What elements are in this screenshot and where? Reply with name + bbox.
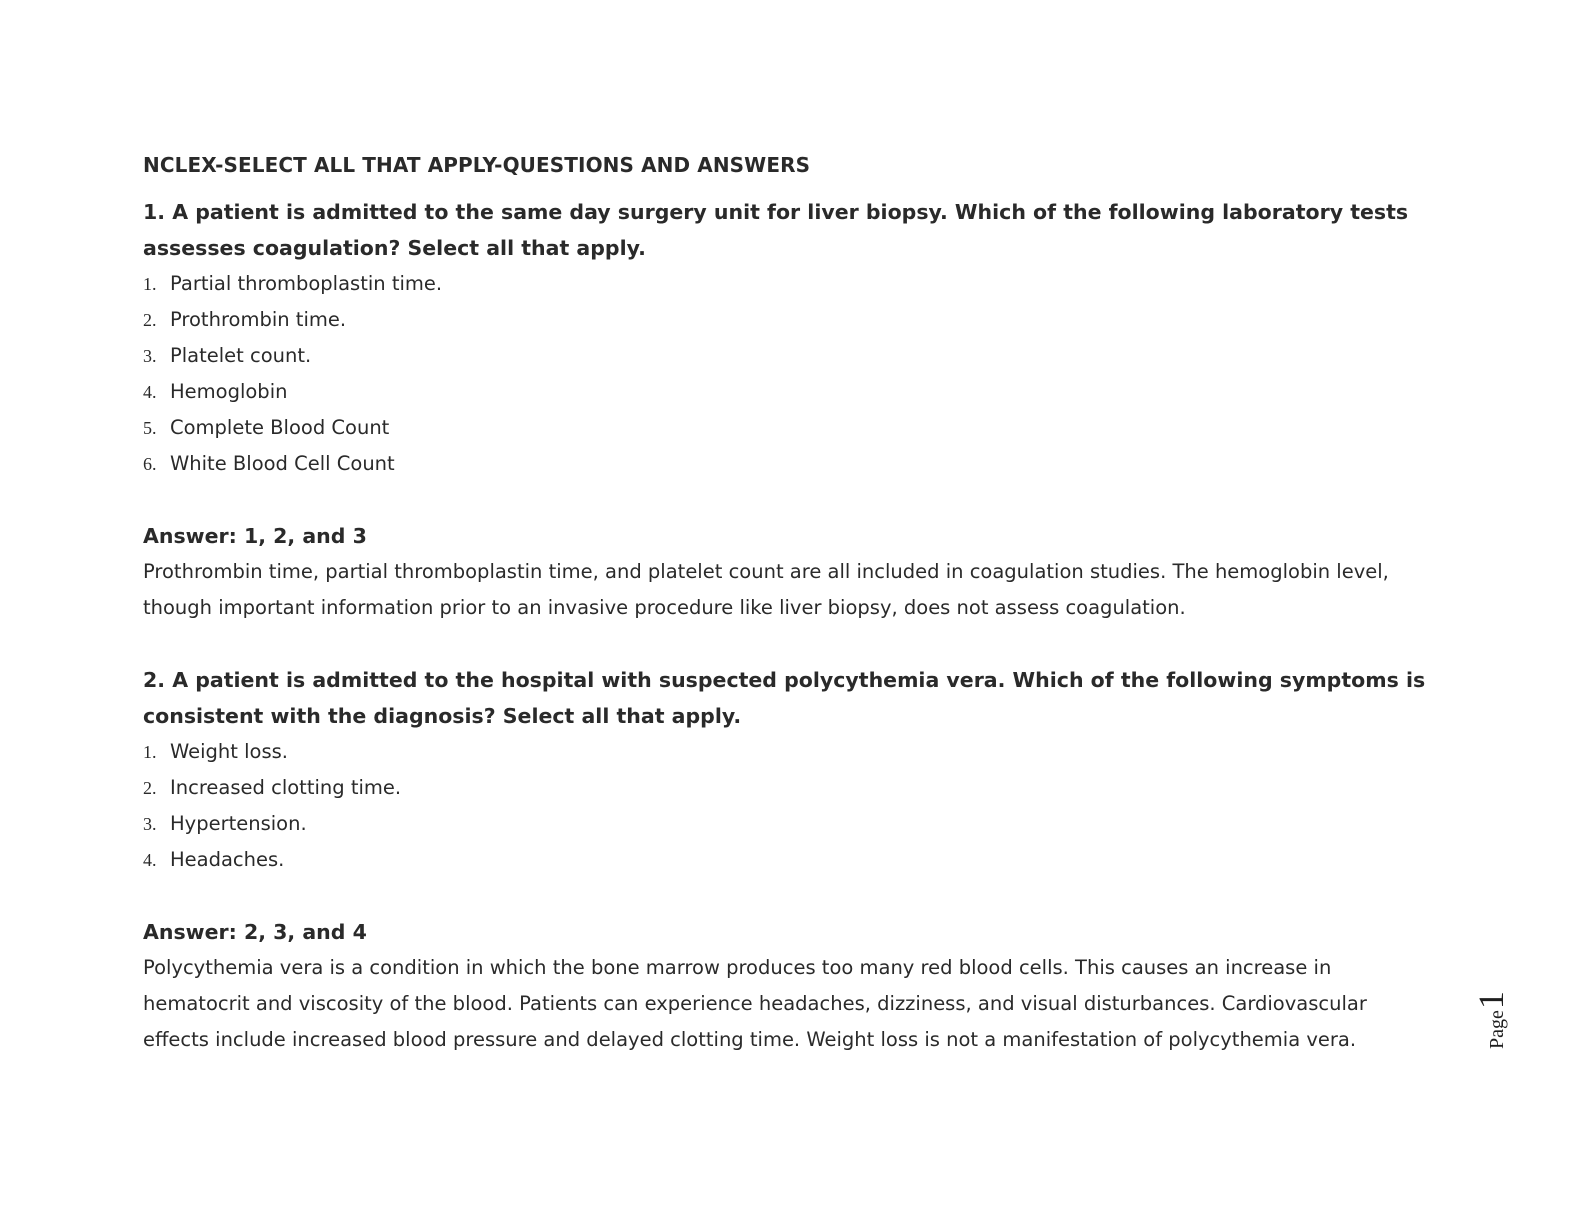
question-1-block (143, 194, 1433, 626)
option-item (143, 446, 1433, 482)
option-number: 1. (143, 274, 157, 294)
question-2-options (143, 734, 1433, 878)
option-item (143, 770, 1433, 806)
question-2-prompt: 2. A patient is admitted to the hospital with suspected polycythemia vera. Which of the following symptoms is consistent with the diagnosis? Select all that apply. (143, 668, 1426, 728)
page-number: 1 (1471, 991, 1511, 1010)
option-text: Headaches. (170, 848, 285, 871)
option-item (143, 266, 1433, 302)
question-2-rationale: Polycythemia vera is a condition in which the bone marrow produces too many red blood cells. This causes an increase in hematocrit and viscosity of the blood. Patients can experience headaches, dizziness, and visual disturbances. Cardiovascular effects include increased blood pressure and delayed clotting time. Weight loss is not a manifestation of polycythemia vera. (143, 956, 1367, 1051)
question-2-block (143, 662, 1433, 1058)
question-1-answer: Answer: 1, 2, and 3 (143, 524, 367, 548)
option-text: Weight loss. (170, 740, 288, 763)
option-item (143, 338, 1433, 374)
option-item (143, 806, 1433, 842)
option-number: 1. (143, 742, 157, 762)
option-item (143, 410, 1433, 446)
question-1-options (143, 266, 1433, 482)
option-text: Partial thromboplastin time. (170, 272, 443, 295)
option-item (143, 734, 1433, 770)
option-text: Increased clotting time. (170, 776, 402, 799)
question-1-prompt: 1. A patient is admitted to the same day surgery unit for liver biopsy. Which of the following laboratory tests assesses coagulation? Select all that apply. (143, 200, 1409, 260)
option-number: 4. (143, 382, 157, 402)
option-item (143, 302, 1433, 338)
question-2-answer: Answer: 2, 3, and 4 (143, 920, 367, 944)
option-number: 3. (143, 346, 157, 366)
option-number: 3. (143, 814, 157, 834)
option-number: 4. (143, 850, 157, 870)
option-number: 6. (143, 454, 157, 474)
option-text: Prothrombin time. (170, 308, 347, 331)
option-text: Hypertension. (170, 812, 307, 835)
option-number: 2. (143, 310, 157, 330)
document-title: NCLEX-SELECT ALL THAT APPLY-QUESTIONS AND ANSWERS (143, 153, 811, 177)
page-number-footer (1470, 980, 1550, 1060)
option-text: Complete Blood Count (170, 416, 390, 439)
option-text: Platelet count. (170, 344, 312, 367)
option-text: Hemoglobin (170, 380, 288, 403)
document-page (143, 150, 1433, 1058)
question-1-rationale: Prothrombin time, partial thromboplastin time, and platelet count are all included in coagulation studies. The hemoglobin level, though important information prior to an invasive procedure like liver biopsy, does not assess coagulation. (143, 560, 1389, 619)
option-number: 5. (143, 418, 157, 438)
option-item (143, 842, 1433, 878)
option-number: 2. (143, 778, 157, 798)
option-item (143, 374, 1433, 410)
page-label: Page (1486, 1010, 1508, 1049)
option-text: White Blood Cell Count (170, 452, 395, 475)
